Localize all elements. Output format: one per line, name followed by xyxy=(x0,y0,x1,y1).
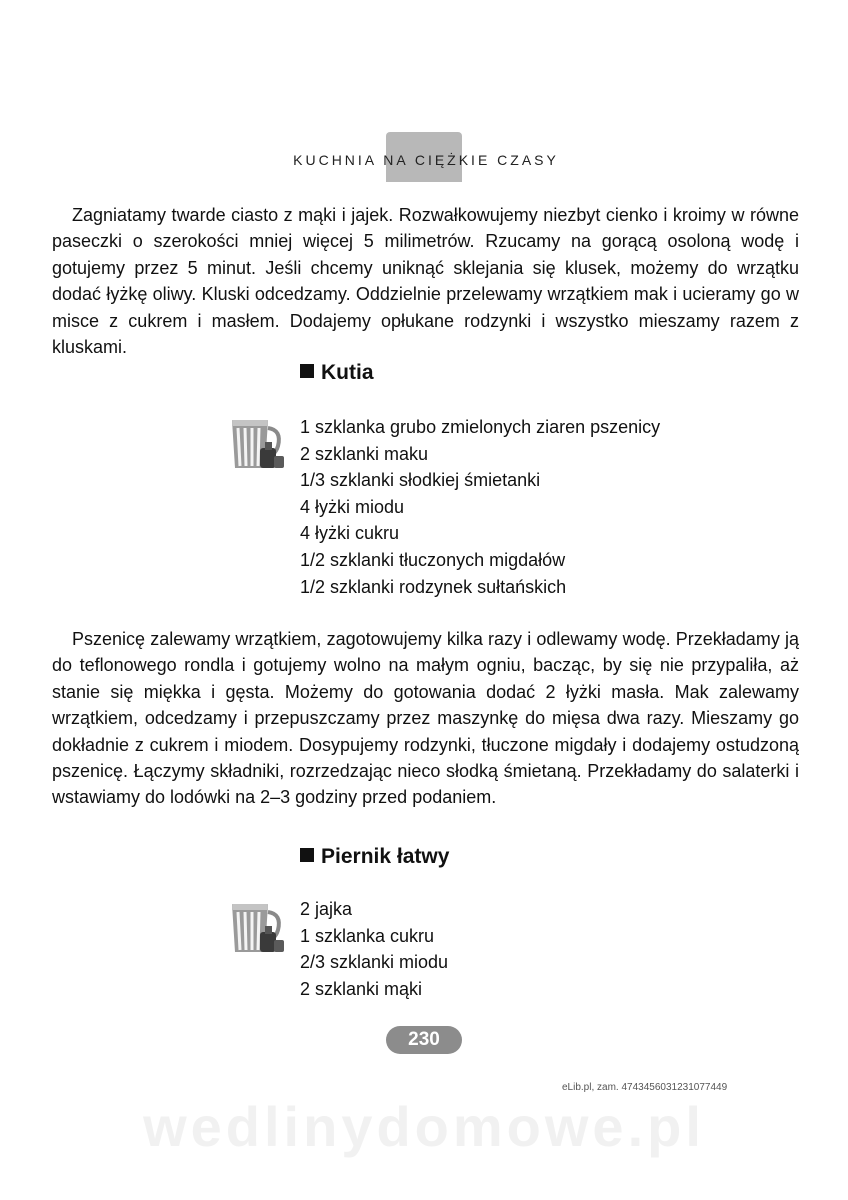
footer-note: eLib.pl, zam. 4743456031231077449 xyxy=(562,1082,728,1093)
square-bullet-icon xyxy=(300,848,314,862)
list-item: 4 łyżki cukru xyxy=(300,523,400,544)
intro-paragraph xyxy=(52,202,799,360)
list-item: 1/2 szklanki rodzynek sułtańskich xyxy=(300,576,567,597)
page-number: 230 xyxy=(386,1026,462,1054)
recipe-title: Kutia xyxy=(321,361,374,384)
recipe-heading-kutia xyxy=(300,361,374,385)
watermark: wedlinydomowe.pl xyxy=(143,1095,705,1158)
kitchen-utensils-icon xyxy=(228,416,288,472)
list-item: 1 szklanka cukru xyxy=(300,925,435,946)
square-bullet-icon xyxy=(300,364,314,378)
running-head: KUCHNIA NA CIĘŻKIE CZASY xyxy=(293,152,559,168)
list-item: 1 szklanka grubo zmielonych ziaren pszenicy xyxy=(300,417,661,437)
list-item: 2 szklanki maku xyxy=(300,443,429,464)
list-item: 4 łyżki miodu xyxy=(300,496,405,517)
kutia-instructions xyxy=(52,626,799,811)
recipe-heading-piernik xyxy=(300,845,449,869)
intro-paragraph-text: Zagniatamy twarde ciasto z mąki i jajek. Rozwałkowujemy niezbyt cienko i kroimy w równe paseczki o szerokości mniej więcej 5 milimetrów. Rzucamy na gorącą osoloną wodę i gotujemy przez 5 minut. Jeśli chcemy uniknąć sklejania się klusek, możemy do wrzątku dodać łyżkę oliwy. Kluski odcedzamy. Oddzielnie przelewamy wrzątkiem mak i ucieramy go w misce z cukrem i masłem. Dodajemy opłukane rodzynki i wszystko mieszamy razem z kluskami. xyxy=(52,205,799,358)
list-item: 2/3 szklanki miodu xyxy=(300,952,449,973)
kitchen-utensils-icon xyxy=(228,900,288,956)
list-item: 2 szklanki mąki xyxy=(300,978,423,999)
list-item: 2 jajka xyxy=(300,899,353,919)
list-item: 1/3 szklanki słodkiej śmietanki xyxy=(300,470,541,491)
kutia-instructions-text: Pszenicę zalewamy wrzątkiem, zagotowujemy kilka razy i odlewamy wodę. Przekładamy ją do teflonowego rondla i gotujemy wolno na małym ogniu, bacząc, by się nie przypaliła, aż stanie się miękka i gęsta. Możemy do gotowania dodać 2 łyżki masła. Mak zalewamy wrzątkiem, odcedzamy i przepuszczamy przez maszynkę do mięsa dwa razy. Mieszamy go dokładnie z cukrem i miodem. Dosypujemy rodzynki, tłuczone migdały i dodajemy ostudzoną pszenicę. Łączymy składniki, rozrzedzając nieco słodką śmietaną. Przekładamy do salaterki i wstawiamy do lodówki na 2–3 godziny przed podaniem. xyxy=(52,629,799,808)
recipe-title: Piernik łatwy xyxy=(321,845,450,868)
ingredient-list-kutia xyxy=(300,414,660,600)
list-item: 1/2 szklanki tłuczonych migdałów xyxy=(300,549,566,570)
ingredient-list-piernik xyxy=(300,896,448,1002)
header-rule xyxy=(386,178,462,182)
